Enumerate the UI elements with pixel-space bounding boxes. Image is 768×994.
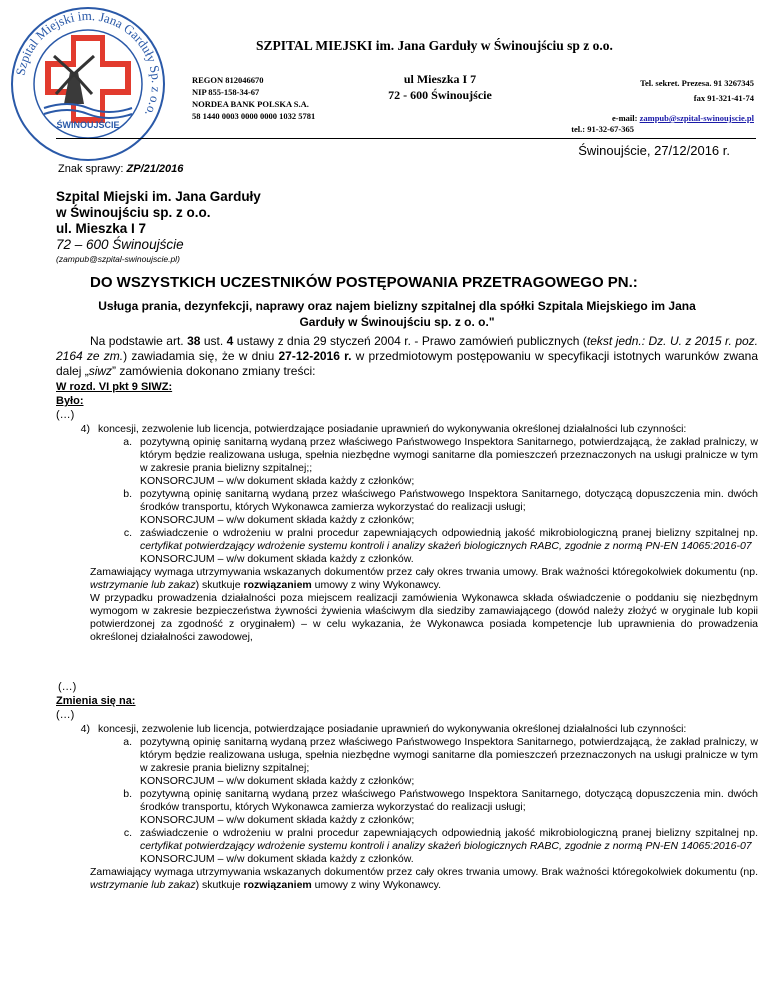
case-number-line	[58, 163, 183, 175]
document-heading: DO WSZYSTKICH UCZESTNIKÓW POSTĘPOWANIA PRZETRAGOWEGO PN.:	[90, 274, 638, 291]
email-link[interactable]: zampub@szpital-swinoujscie.pl	[639, 113, 754, 123]
intro-paragraph: Na podstawie art. 38 ust. 4 ustawy z dnia 29 styczeń 2004 r. - Prawo zamówień publicznych (tekst jedn.: Dz. U. z 2015 r. poz. 2164 ze zm.) zawiadamia się, że w dniu 27-12-2016 r. w przedmiotowym postępowaniu w specyfikacji istotnych warunków zwana dalej „siwz” zamówienia dokonano zmiany treści:	[56, 334, 759, 378]
bank-name: NORDEA BANK POLSKA S.A.	[192, 99, 309, 109]
bank-account: 58 1440 0003 0000 0000 1032 5781	[192, 111, 316, 121]
recipient-email: (zampub@szpital-swinoujscie.pl)	[56, 254, 180, 264]
recipient-line3: ul. Mieszka I 7	[56, 221, 147, 236]
hospital-address	[370, 71, 510, 103]
document-subheading: Usługa prania, dezynfekcji, naprawy oraz najem bielizny szpitalnej dla spółki Szpitala Miejskiego im Jana Garduły w Świnoujściu sp. z o. o."	[98, 299, 696, 329]
recipient-line4: 72 – 600 Świnoujście	[56, 237, 184, 252]
zmienia-item-4: 4) koncesji, zezwolenie lub licencja, potwierdzające posiadanie uprawnień do wykonywania określonej działalności lub czynności: a. pozytywną opinię sanitarną wydaną przez właściwego Państwowego Inspektora Sanitarnego, potwierdzającą, że zakład pralniczy, w którym będzie realizowana usługa, spełnia niezbędne wymogi sanitarne dla pomieszczeń przeznaczonych na usługi pralnicze w tym w zakresie prania bielizny szpitalnej; KONSORCJUM – w/w dokument składa każdy z członków; b. pozytywną opinię sanitarną wydaną przez właściwego Państwowego Inspektora Sanitarnego, dotyczącą dopuszczenia min. dwóch środków transportu, których Wykonawca zamierza wykorzystać do realizacji usługi; KONSORCJUM – w/w dokument składa każdy z członków; c. zaświadczenie o wdrożeniu w pralni procedur zapewniających odpowiednią jakość mikrobiologiczną pranej bielizny szpitalnej np. certyfikat potwierdzający wdrożenie systemu kontroli i analizy skażeń biologicznych RABC, zgodnie z normą PN-EN 14065:2016-07 KONSORCJUM – w/w dokument składa każdy z członków. Zamawiający wymaga utrzymywania wskazanych dokumentów przez cały okres trwania umowy. Brak ważności któregokolwiek dokumentu (np. wstrzymanie lub zakaz) skutkuje rozwiązaniem umowy z winy Wykonawcy.	[80, 723, 758, 891]
logo-city: ŚWINOUJŚCIE	[56, 120, 120, 130]
logo-ring-text: Szpital Miejski im. Jana Garduły Sp. z o.o.	[12, 7, 165, 120]
regon: REGON 812046670	[192, 75, 264, 85]
recipient-line2: w Świnoujściu sp. z o.o.	[56, 205, 211, 220]
bylo-end-ellipsis: (…)	[58, 681, 77, 693]
tel-number: tel.: 91-32-67-365	[571, 124, 634, 134]
address-street: ul Mieszka I 7	[403, 72, 477, 86]
case-number: ZP/21/2016	[126, 163, 184, 175]
recipient-line1: Szpital Miejski im. Jana Garduły	[56, 189, 261, 204]
email-label: e-mail:	[611, 113, 638, 123]
zmienia-ellipsis: (…)	[56, 709, 75, 721]
zmienia-label: Zmienia się na:	[56, 695, 136, 707]
address-city: 72 - 600 Świnoujście	[388, 88, 492, 102]
case-label: Znak sprawy:	[58, 163, 124, 175]
date-place: Świnoujście, 27/12/2016 r.	[578, 143, 730, 158]
section-title: W rozd. VI pkt 9 SIWZ:	[56, 381, 173, 393]
nip: NIP 855-158-34-67	[192, 87, 260, 97]
bylo-ellipsis: (…)	[56, 409, 75, 421]
fax-number: fax 91-321-41-74	[693, 93, 754, 103]
hospital-email-block	[571, 113, 754, 135]
president-phone: Tel. sekret. Prezesa. 91 3267345	[640, 78, 754, 88]
bylo-label: Było:	[56, 395, 84, 407]
hospital-logo	[8, 4, 168, 164]
hospital-contacts	[640, 76, 754, 106]
recipient-block	[56, 189, 261, 253]
bylo-item-4: 4) koncesji, zezwolenie lub licencja, potwierdzające posiadanie uprawnień do wykonywania określonej działalności lub czynności: a. pozytywną opinię sanitarną wydaną przez właściwego Państwowego Inspektora Sanitarnego, potwierdzającą, że zakład pralniczy, w którym będzie realizowana usługa, spełnia niezbędne wymogi sanitarne dla pomieszczeń przeznaczonych na usługi pralnicze w tym w zakresie prania bielizny szpitalnej;; KONSORCJUM – w/w dokument składa każdy z członków; b. pozytywną opinię sanitarną wydaną przez właściwego Państwowego Inspektora Sanitarnego, dotyczącą dopuszczenia min. dwóch środków transportu, których Wykonawca zamierza wykorzystać do realizacji usługi; KONSORCJUM – w/w dokument składa każdy z członków; c. zaświadczenie o wdrożeniu w pralni procedur zapewniających odpowiednią jakość mikrobiologiczną pranej bielizny szpitalnej np. certyfikat potwierdzający wdrożenie systemu kontroli i analizy skażeń biologicznych RABC, zgodnie z normą PN-EN 14065:2016-07 KONSORCJUM – w/w dokument składa każdy z członków. Zamawiający wymaga utrzymywania wskazanych dokumentów przez cały okres trwania umowy. Brak ważności któregokolwiek dokumentu (np. wstrzymanie lub zakaz) skutkuje rozwiązaniem umowy z winy Wykonawcy. W przypadku prowadzenia działalności poza miejscem realizacji zamówienia Wykonawca składa oświadczenie o poddaniu się niezbędnym wymogom w zakresie bezpieczeństwa żywności żywienia właściwym dla siedziby zamawiającego (dowód należy złożyć w oryginale lub kopii potwierdzonej za zgodność z oryginałem) – w celu wykazania, że Wykonawca posiada kompetencje lub uprawnienia do prowadzenia określonej działalności zawodowej,	[80, 423, 758, 643]
hospital-title: SZPITAL MIEJSKI im. Jana Garduły w Świnoujściu sp z o.o.	[256, 38, 613, 53]
header-divider	[56, 138, 756, 139]
hospital-registry-info	[192, 74, 315, 122]
